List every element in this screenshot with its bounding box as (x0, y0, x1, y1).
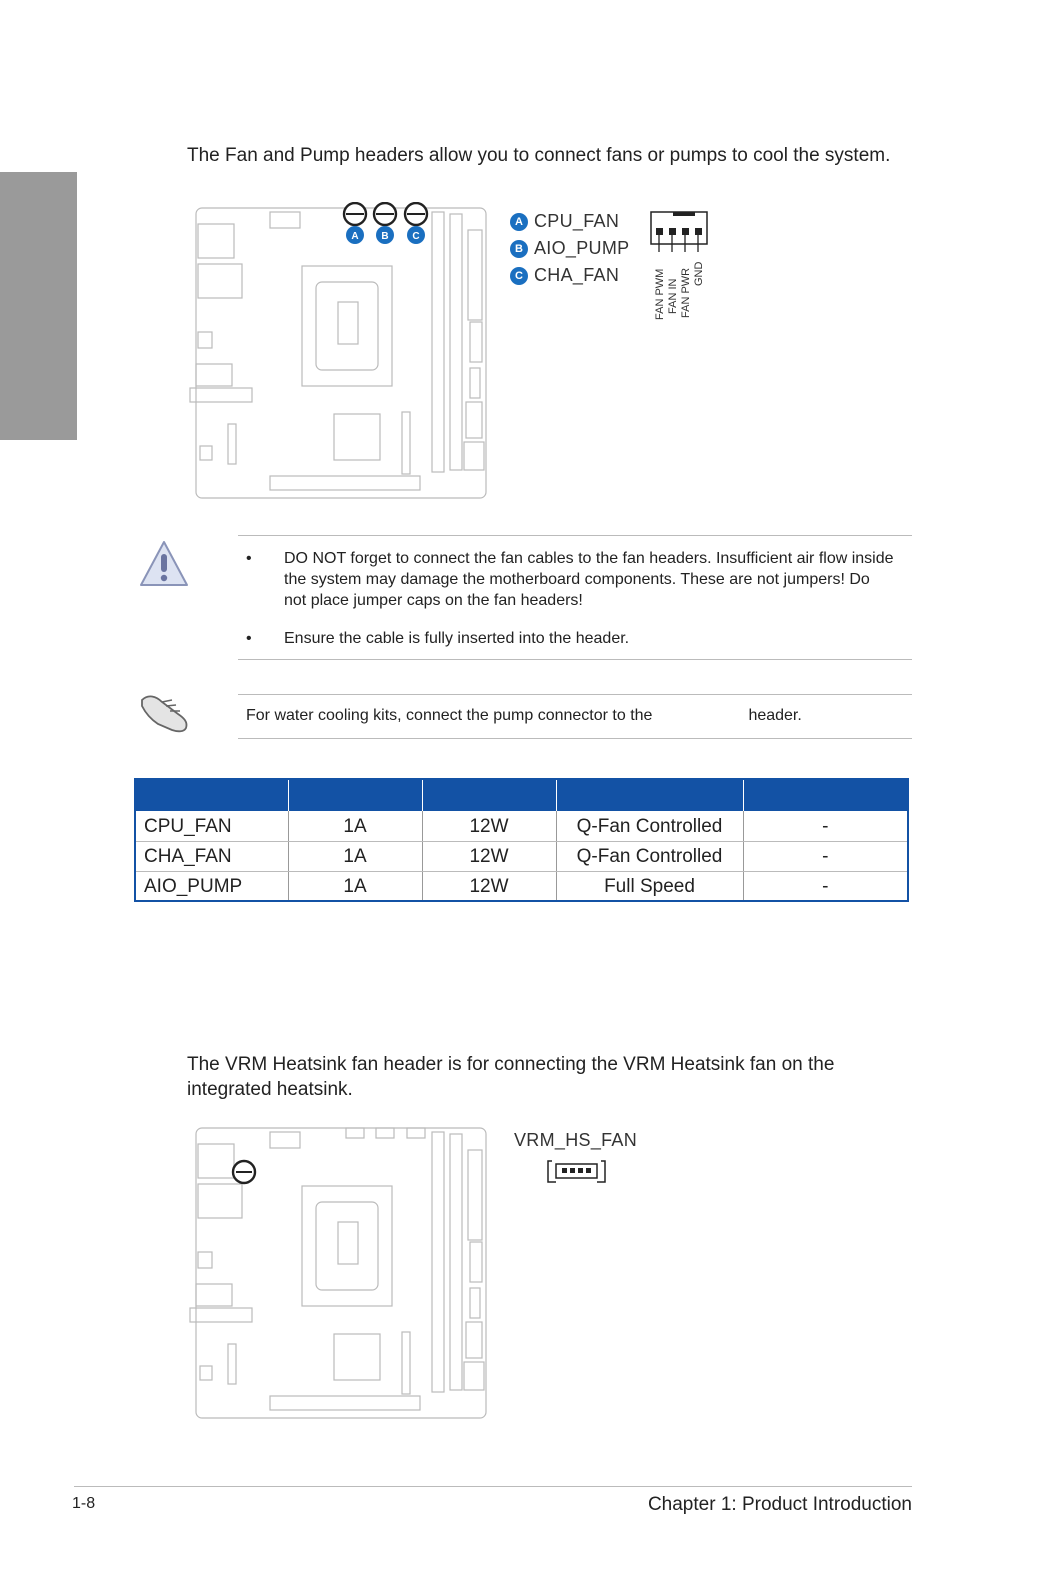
svg-text:C: C (412, 231, 420, 242)
svg-text:A: A (351, 231, 359, 242)
footer-divider (74, 1486, 912, 1487)
note-text: For water cooling kits, connect the pump connector to the header. (246, 707, 802, 724)
note-box (238, 694, 912, 739)
hand-note-icon (138, 690, 194, 734)
warning-box: • DO NOT forget to connect the fan cables to the fan headers. Insufficient air flow inside the system may damage the motherboard components. These are not jumpers! Do not place jumper caps on the fan headers! • Ensure the cable is fully inserted into the header. (238, 535, 912, 660)
chapter-title: Chapter 1: Product Introduction (647, 1494, 912, 1515)
side-tab (0, 172, 77, 440)
warning-icon (138, 539, 190, 589)
legend-item-aio-pump (510, 235, 629, 262)
fan-header-legend (510, 208, 629, 289)
table-row: AIO_PUMP 1A 12W Full Speed - (135, 871, 908, 901)
pin-label: GND (693, 261, 705, 286)
legend-item-cpu-fan (510, 208, 629, 235)
marker-b-icon: B (510, 240, 528, 258)
legend-label: CHA_FAN (534, 265, 620, 285)
legend-item-cha-fan (510, 262, 629, 289)
table-header-row (135, 779, 908, 811)
fan-spec-table (134, 778, 909, 902)
page-number: 1-8 (72, 1495, 96, 1512)
table-row: CHA_FAN 1A 12W Q-Fan Controlled - (135, 841, 908, 871)
legend-label: AIO_PUMP (534, 238, 630, 258)
marker-a-icon: A (510, 213, 528, 231)
vrm-fan-pinout-icon (544, 1158, 609, 1188)
vrm-fan-label: VRM_HS_FAN (514, 1130, 638, 1150)
legend-label: CPU_FAN (534, 211, 620, 231)
vrm-paragraph: The VRM Heatsink fan header is for connecting the VRM Heatsink fan on the integrated heatsink. (187, 1054, 835, 1100)
motherboard-diagram-fan-headers (188, 202, 498, 502)
intro-paragraph: The Fan and Pump headers allow you to connect fans or pumps to cool the system. (187, 145, 891, 166)
motherboard-diagram-vrm-fan (188, 1122, 498, 1422)
table-row: CPU_FAN 1A 12W Q-Fan Controlled - (135, 811, 908, 841)
pin-label: FAN PWR (680, 267, 692, 318)
marker-c-icon: C (510, 267, 528, 285)
fan-pinout-diagram (645, 208, 715, 323)
svg-text:B: B (381, 231, 389, 242)
pin-label: FAN PWM (654, 268, 666, 320)
pin-label: FAN IN (667, 278, 679, 314)
